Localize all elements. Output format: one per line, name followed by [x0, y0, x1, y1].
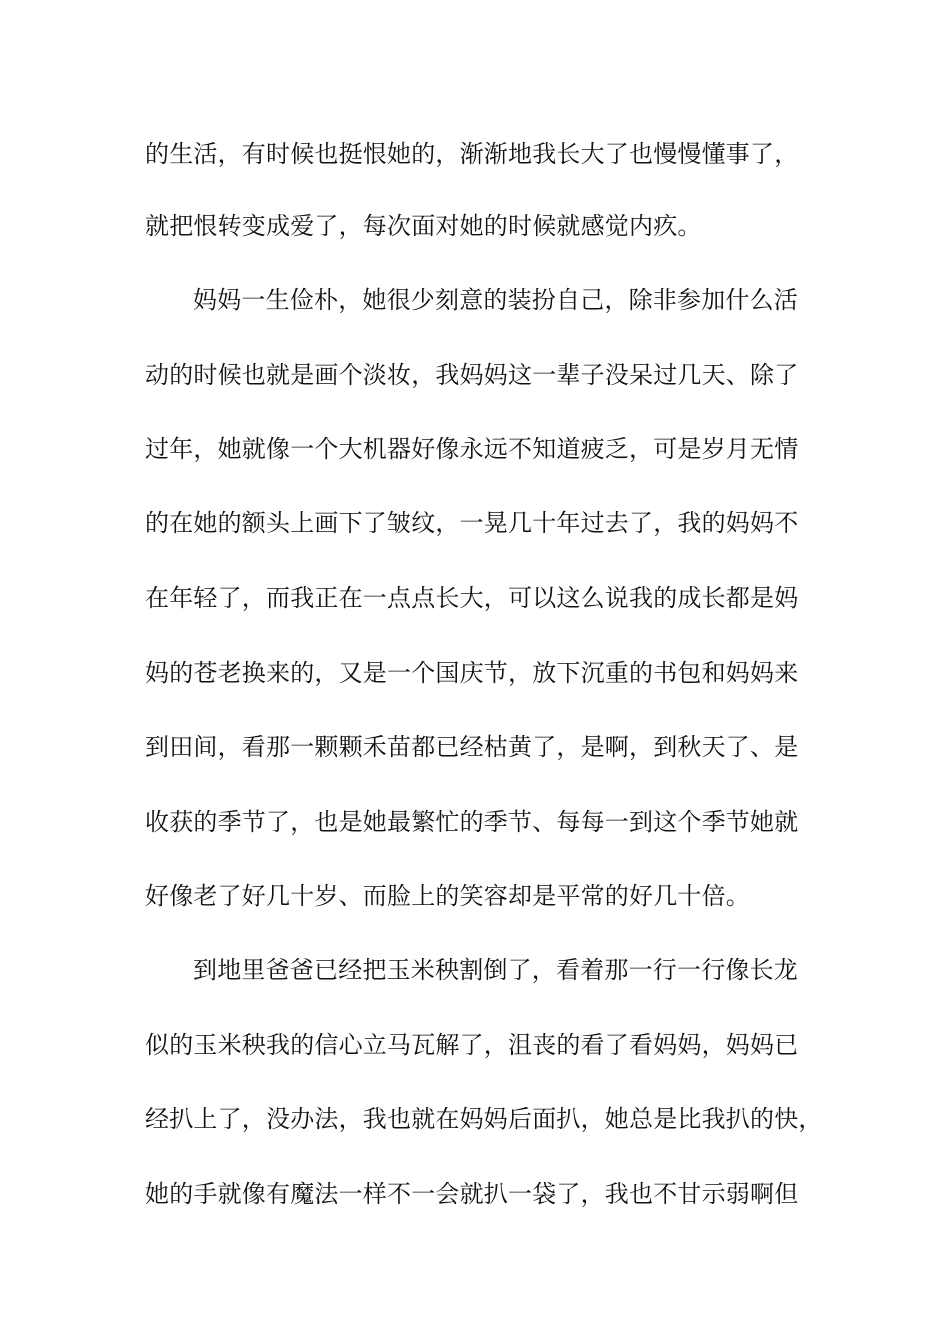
text-line: 似的玉米秧我的信心立马瓦解了，沮丧的看了看妈妈，妈妈已	[145, 1031, 799, 1059]
text-line: 就把恨转变成爱了，每次面对她的时候就感觉内疚。	[145, 212, 702, 240]
paragraph-start-line: 妈妈一生俭朴，她很少刻意的装扮自己，除非参加什么活	[193, 286, 798, 314]
text-line: 的生活，有时候也挺恨她的，渐渐地我长大了也慢慢懂事了，	[145, 140, 799, 168]
text-line: 妈的苍老换来的，又是一个国庆节，放下沉重的书包和妈妈来	[145, 659, 799, 687]
text-line: 过年，她就像一个大机器好像永远不知道疲乏，可是岁月无情	[145, 435, 799, 463]
text-line: 收获的季节了，也是她最繁忙的季节、每每一到这个季节她就	[145, 808, 799, 836]
text-line: 好像老了好几十岁、而脸上的笑容却是平常的好几十倍。	[145, 882, 750, 910]
text-line: 在年轻了，而我正在一点点长大，可以这么说我的成长都是妈	[145, 584, 799, 612]
text-line: 的在她的额头上画下了皱纹，一晃几十年过去了，我的妈妈不	[145, 509, 799, 537]
paragraph-start-line: 到地里爸爸已经把玉米秧割倒了，看着那一行一行像长龙	[193, 956, 798, 984]
text-line: 动的时候也就是画个淡妆，我妈妈这一辈子没呆过几天、除了	[145, 361, 799, 389]
text-line: 到田间，看那一颗颗禾苗都已经枯黄了，是啊，到秋天了、是	[145, 733, 799, 761]
text-line: 经扒上了，没办法，我也就在妈妈后面扒，她总是比我扒的快，	[145, 1105, 823, 1133]
text-line: 她的手就像有魔法一样不一会就扒一袋了，我也不甘示弱啊但	[145, 1180, 799, 1208]
